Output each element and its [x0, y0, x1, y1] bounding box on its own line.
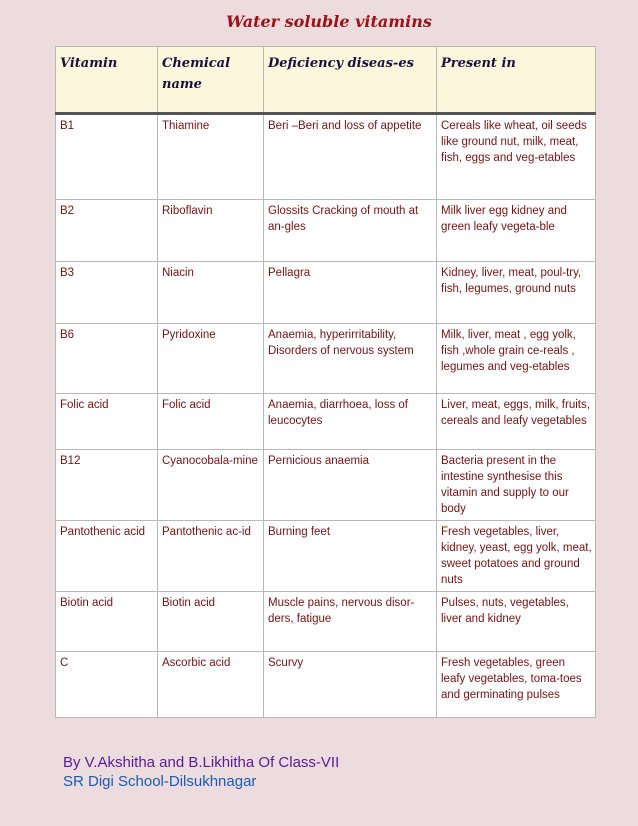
table-row [56, 394, 596, 450]
cell-chemical: Biotin acid [158, 592, 264, 652]
footer-school: SR Digi School-Dilsukhnagar [63, 773, 257, 790]
table-row [56, 652, 596, 718]
cell-deficiency: Glossits Cracking of mouth at an-gles [264, 200, 437, 262]
cell-present: Kidney, liver, meat, poul-try, fish, legumes, ground nuts [437, 262, 596, 324]
cell-present: Liver, meat, eggs, milk, fruits, cereals and leafy vegetables [437, 394, 596, 450]
cell-present: Bacteria present in the intestine synthesise this vitamin and supply to our body [437, 450, 596, 521]
table-row [56, 521, 596, 592]
cell-chemical: Niacin [158, 262, 264, 324]
cell-present: Fresh vegetables, liver, kidney, yeast, egg yolk, meat, sweet potatoes and ground nuts [437, 521, 596, 592]
cell-chemical: Pantothenic ac-id [158, 521, 264, 592]
cell-vitamin: B12 [56, 450, 158, 521]
cell-deficiency: Anaemia, hyperirritability, Disorders of nervous system [264, 324, 437, 394]
cell-chemical: Folic acid [158, 394, 264, 450]
vitamins-table [55, 46, 596, 718]
cell-deficiency: Beri –Beri and loss of appetite [264, 114, 437, 200]
table-header-row [56, 47, 596, 114]
cell-present: Pulses, nuts, vegetables, liver and kidney [437, 592, 596, 652]
cell-deficiency: Anaemia, diarrhoea, loss of leucocytes [264, 394, 437, 450]
cell-vitamin: C [56, 652, 158, 718]
table-row [56, 324, 596, 394]
header-deficiency-diseases: Deficiency diseas-es [264, 47, 437, 114]
cell-deficiency: Pellagra [264, 262, 437, 324]
cell-deficiency: Scurvy [264, 652, 437, 718]
cell-deficiency: Burning feet [264, 521, 437, 592]
table-row [56, 200, 596, 262]
cell-vitamin: Biotin acid [56, 592, 158, 652]
cell-chemical: Ascorbic acid [158, 652, 264, 718]
header-present-in: Present in [437, 47, 596, 114]
footer-authors: By V.Akshitha and B.Likhitha Of Class-VII [63, 754, 340, 771]
header-chemical-name: Chemical name [158, 47, 264, 114]
cell-vitamin: Folic acid [56, 394, 158, 450]
cell-deficiency: Muscle pains, nervous disor-ders, fatigue [264, 592, 437, 652]
page-title: Water soluble vitamins [226, 12, 432, 31]
table-row [56, 592, 596, 652]
cell-present: Milk, liver, meat , egg yolk, fish ,whole grain ce-reals , legumes and veg-etables [437, 324, 596, 394]
table-row [56, 450, 596, 521]
cell-chemical: Cyanocobala-mine [158, 450, 264, 521]
cell-vitamin: B2 [56, 200, 158, 262]
cell-chemical: Thiamine [158, 114, 264, 200]
cell-present: Fresh vegetables, green leafy vegetables, toma-toes and germinating pulses [437, 652, 596, 718]
cell-present: Cereals like wheat, oil seeds like ground nut, milk, meat, fish, eggs and veg-etables [437, 114, 596, 200]
cell-vitamin: B6 [56, 324, 158, 394]
cell-vitamin: Pantothenic acid [56, 521, 158, 592]
cell-vitamin: B3 [56, 262, 158, 324]
table-row [56, 114, 596, 200]
cell-chemical: Riboflavin [158, 200, 264, 262]
cell-deficiency: Pernicious anaemia [264, 450, 437, 521]
cell-vitamin: B1 [56, 114, 158, 200]
header-vitamin: Vitamin [56, 47, 158, 114]
cell-present: Milk liver egg kidney and green leafy vegeta-ble [437, 200, 596, 262]
cell-chemical: Pyridoxine [158, 324, 264, 394]
table-row [56, 262, 596, 324]
